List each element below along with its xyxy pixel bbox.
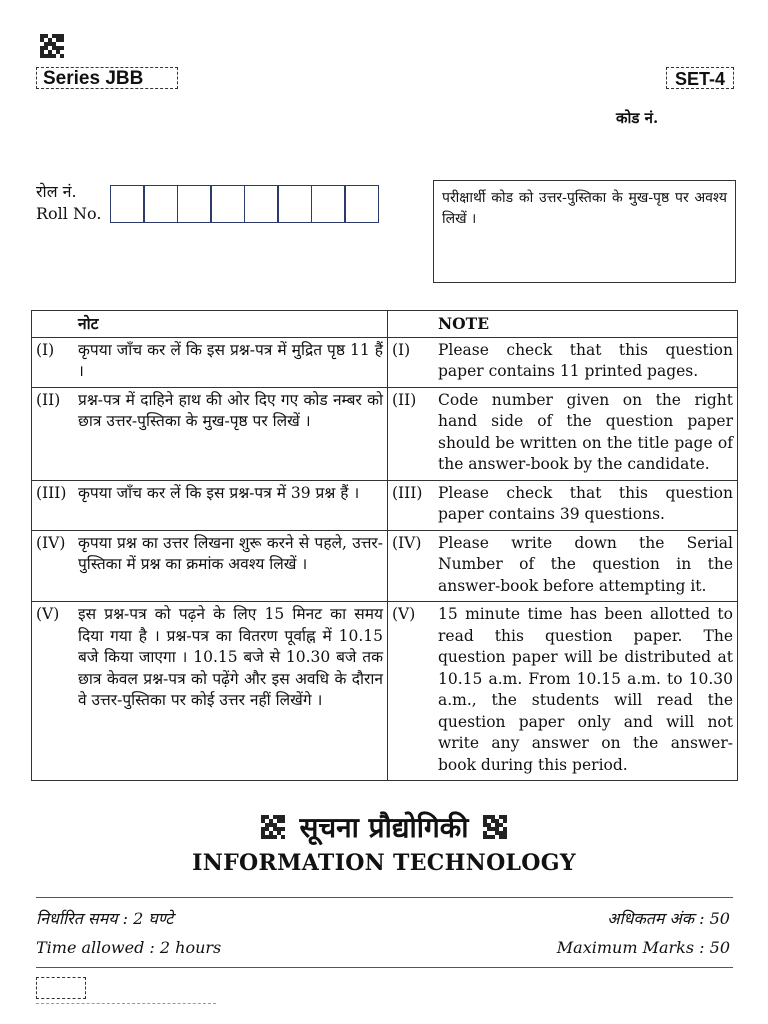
- note-text-english: Please check that this question paper contains 39 questions.: [434, 480, 738, 530]
- notes-header-row: [32, 311, 738, 338]
- roll-box[interactable]: [177, 185, 212, 223]
- note-number: (II): [388, 387, 435, 480]
- divider: [36, 897, 733, 898]
- qr-code-icon: [483, 815, 507, 839]
- code-label: कोड नं.: [616, 109, 659, 127]
- divider: [36, 1003, 216, 1004]
- roll-number-boxes[interactable]: [111, 185, 379, 223]
- roll-label: [36, 181, 101, 225]
- qr-code-icon: [40, 34, 64, 58]
- page-code-box: [36, 977, 86, 999]
- series-label: Series JBB: [36, 67, 178, 89]
- roll-label-english: Roll No.: [36, 204, 102, 223]
- note-number: (I): [32, 337, 75, 387]
- max-marks-english: Maximum Marks : 50: [556, 938, 730, 957]
- note-text-english: 15 minute time has been allotted to read this question paper. The question paper will be distributed at 10.15 a.m. From 10.15 a.m. to 10.30 a.m., the students will read the question paper only and will not write any answer on the answer-book during this period.: [434, 602, 738, 781]
- note-text-hindi: कृपया जाँच कर लें कि इस प्रश्न-पत्र में 39 प्रश्न हैं ।: [74, 480, 388, 530]
- note-number: (IV): [32, 530, 75, 602]
- set-label: SET-4: [666, 67, 734, 89]
- note-row: [32, 602, 738, 781]
- qr-code-icon: [261, 815, 285, 839]
- note-header-english: NOTE: [434, 311, 738, 338]
- subject-title-hindi-row: [0, 808, 768, 846]
- subject-title-hindi: सूचना प्रौद्योगिकी: [299, 811, 469, 844]
- time-allowed-hindi: निर्धारित समय : 2 घण्टे: [36, 909, 174, 928]
- roll-box[interactable]: [344, 185, 379, 223]
- notes-table: [31, 310, 738, 781]
- note-number: (III): [32, 480, 75, 530]
- note-row: [32, 337, 738, 387]
- note-number: (V): [32, 602, 75, 781]
- divider: [36, 967, 733, 968]
- note-text-hindi: इस प्रश्न-पत्र को पढ़ने के लिए 15 मिनट का समय दिया गया है । प्रश्न-पत्र का वितरण पूर्वाह्न में 10.15 बजे किया जाएगा । 10.15 बजे से 10.30 बजे तक छात्र केवल प्रश्न-पत्र को पढ़ेंगे और इस अवधि के दौरान वे उत्तर-पुस्तिका पर कोई उत्तर नहीं लिखेंगे ।: [74, 602, 388, 781]
- note-text-english: Please check that this question paper contains 11 printed pages.: [434, 337, 738, 387]
- note-number: (IV): [388, 530, 435, 602]
- note-row: [32, 387, 738, 480]
- max-marks-hindi: अधिकतम अंक : 50: [607, 909, 730, 928]
- note-row: [32, 530, 738, 602]
- roll-box[interactable]: [311, 185, 346, 223]
- candidate-instruction-box: परीक्षार्थी कोड को उत्तर-पुस्तिका के मुख-पृष्ठ पर अवश्य लिखें ।: [433, 180, 736, 283]
- note-number: (II): [32, 387, 75, 480]
- roll-label-hindi: रोल नं.: [36, 182, 77, 201]
- subject-title-english: INFORMATION TECHNOLOGY: [192, 850, 576, 876]
- note-text-hindi: कृपया प्रश्न का उत्तर लिखना शुरू करने से पहले, उत्तर-पुस्तिका में प्रश्न का क्रमांक अवश्य लिखें ।: [74, 530, 388, 602]
- note-text-english: Please write down the Serial Number of the question in the answer-book before attempting it.: [434, 530, 738, 602]
- roll-box[interactable]: [244, 185, 279, 223]
- roll-box[interactable]: [143, 185, 178, 223]
- note-text-hindi: कृपया जाँच कर लें कि इस प्रश्न-पत्र में मुद्रित पृष्ठ 11 हैं ।: [74, 337, 388, 387]
- note-number: (III): [388, 480, 435, 530]
- note-text-english: Code number given on the right hand side of the question paper should be written on the title page of the answer-book by the candidate.: [434, 387, 738, 480]
- note-header-hindi: नोट: [74, 311, 388, 338]
- note-number: (V): [388, 602, 435, 781]
- note-row: [32, 480, 738, 530]
- note-text-hindi: प्रश्न-पत्र में दाहिने हाथ की ओर दिए गए कोड नम्बर को छात्र उत्तर-पुस्तिका के मुख-पृष्ठ पर लिखें ।: [74, 387, 388, 480]
- note-number: (I): [388, 337, 435, 387]
- roll-box[interactable]: [210, 185, 245, 223]
- roll-box[interactable]: [110, 185, 145, 223]
- time-allowed-english: Time allowed : 2 hours: [36, 938, 222, 957]
- roll-box[interactable]: [277, 185, 312, 223]
